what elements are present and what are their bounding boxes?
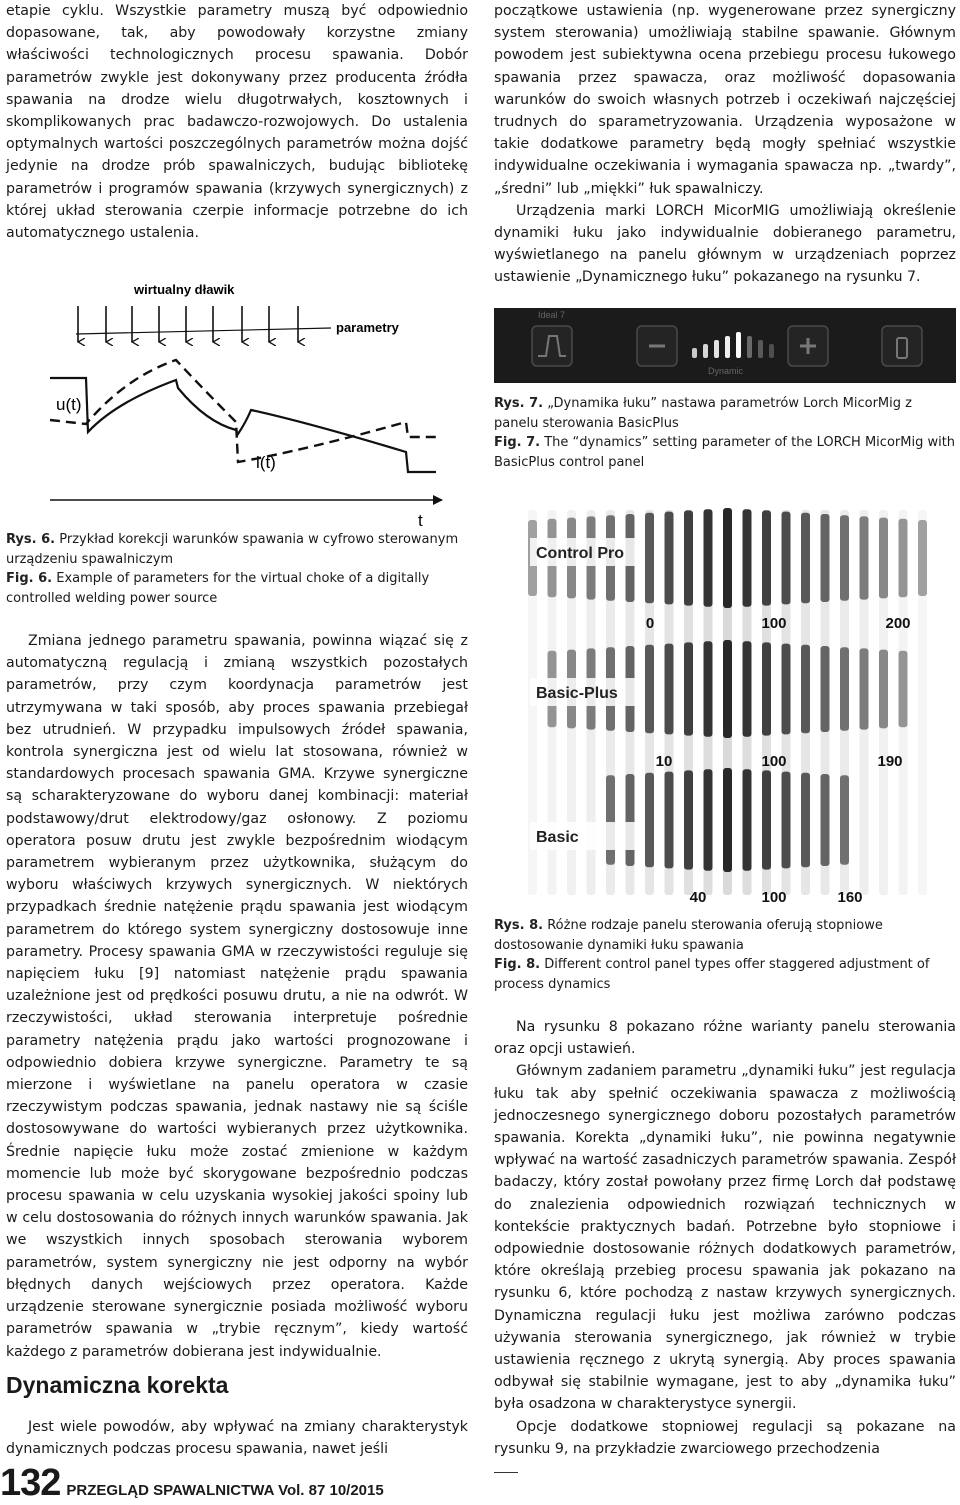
figure-7-caption — [494, 394, 956, 472]
parameter-arrows — [78, 306, 298, 342]
panel-text-bottom: Dynamic — [708, 366, 744, 376]
scale-bar — [665, 644, 674, 735]
label-parameters: parametry — [336, 320, 399, 335]
scale-bar — [723, 508, 732, 608]
scale-bar — [762, 510, 771, 605]
scale-bar — [723, 640, 732, 738]
scale-bar — [899, 651, 908, 727]
paragraph-fig8-ref: Na rysunku 8 pokazano różne warianty panelu sterowania oraz opcji ustawień. — [494, 1019, 956, 1058]
paragraph-arc-dynamics: Głównym zadaniem parametru „dynamiki łuku” jest regulacja łuku tak aby spełnić oczekiwania spawacza z możliwością jednoczesnego synergicznego doboru pozostałych parametrów spawania. Korekta „dynamiki łuku”, nie powinna negatywnie wpływać na wartość zasadniczych parametrów spawania. Zespół badaczy, który został powołany przez firmę Lorch dał podstawę do znalezienia odpowiednich rozwiązań technicznych w kontekście praktycznych badań. Potrzebne było stopniowe i odpowiednie dostosowanie różnych dodatkowych parametrów, które określają przebieg procesu spawania jak pokazano na rysunku 6, które pochodzą z nastaw krzywych synergicznych. Dynamiczna regulacji łuku jest możliwa zarówno podczas używania sterowania synergicznego, jak również w trybie ustawienia ręcznego z ukrytą synergią. Aby proces spawania odbywał się stabilnie wymagane, jest to aby „dynamika łuku” była osadzona w charakterystyce synergii. — [494, 1063, 956, 1413]
caption-prefix: Fig. 8. — [494, 957, 541, 972]
scale-bar — [840, 775, 849, 865]
current-curve — [50, 360, 436, 462]
scale-bar — [821, 646, 830, 732]
panel-type-label: Control Pro — [536, 545, 624, 562]
paragraph-dynamic-intro: Jest wiele powodów, aby wpływać na zmiany charakterystyk dynamicznych podczas procesu spawania, nawet jeśli — [6, 1419, 468, 1458]
figure-8-caption — [494, 916, 956, 994]
scale-bar — [645, 513, 654, 603]
torch-button[interactable] — [882, 326, 922, 366]
scale-bar — [743, 509, 752, 607]
left-main-text — [6, 630, 468, 1363]
scale-tick-label: 10 — [655, 753, 673, 770]
scale-bar — [899, 519, 908, 597]
scale-bar — [860, 648, 869, 729]
scale-bar — [743, 641, 752, 737]
scale-bar — [684, 510, 693, 605]
figure-7-caption-pl: „Dynamika łuku” nastawa parametrów Lorch MicorMig z panelu sterowania BasicPlus — [494, 396, 912, 431]
section-heading: Dynamiczna korekta — [6, 1372, 229, 1398]
paragraph-top-left: etapie cyklu. Wszystkie parametry muszą być odpowiednio dopasowane, tak, aby powodowały korzystne zmiany właściwości technologicznych procesu spawania. Dobór parametrów zwykle jest dokonywany przez producenta źródła spawania na drodze wielu długotrwałych, kosztownych i skomplikowanych prac badawczo-rozwojowych. Do ustalenia optymalnych wartości poszczególnych parametrów można dojść jedynie na drodze prób spawalniczych, budując bibliotekę parametrów i programów spawania (krzywych synergicznych) z której układ sterowania czerpie informacje potrzebne do ich automatycznego ustalenia. — [6, 3, 468, 242]
scale-bar — [704, 509, 713, 607]
scale-tick-label: 160 — [837, 889, 863, 906]
caption-prefix: Rys. 6. — [6, 532, 56, 547]
scale-tick-label: 100 — [761, 615, 787, 632]
control-panel-image — [494, 308, 956, 383]
label-i-t: i(t) — [256, 453, 276, 472]
figure-8-caption-pl: Różne rodzaje panelu sterowania oferują stopniowe dostosowanie dynamiki łuku spawania — [494, 918, 883, 953]
page-number: 132 — [0, 1462, 61, 1504]
panel-type-label: Basic — [536, 829, 579, 846]
scale-bar — [762, 770, 771, 869]
virtual-choke-diagram — [6, 272, 468, 532]
figure-7-panel — [494, 308, 956, 383]
scale-bar — [918, 520, 927, 596]
scale-bar — [801, 645, 810, 733]
scale-bar — [665, 772, 674, 869]
scale-bar — [665, 512, 674, 605]
footer-rule — [494, 1472, 518, 1473]
figure-8-caption-en: Different control panel types offer staggered adjustment of process dynamics — [494, 957, 930, 992]
page-footer — [0, 1462, 384, 1505]
figure-6-caption — [6, 530, 468, 608]
scale-bar — [762, 642, 771, 735]
scale-bar — [645, 645, 654, 733]
scale-bar — [723, 768, 732, 872]
left-column — [6, 0, 468, 242]
figure-7-caption-en: The “dynamics” setting parameter of the LORCH MicorMig with BasicPlus control panel — [494, 435, 956, 470]
scale-bar — [743, 769, 752, 871]
scale-bar — [821, 774, 830, 866]
dynamics-scale-diagram — [520, 500, 930, 910]
scale-bar — [840, 515, 849, 601]
panel-type-label: Basic-Plus — [536, 685, 618, 702]
scale-bar — [645, 773, 654, 867]
caption-prefix: Rys. 7. — [494, 396, 544, 411]
scale-bar — [821, 514, 830, 602]
label-virtual-choke: wirtualny dławik — [134, 282, 235, 297]
scale-bar — [801, 513, 810, 603]
scale-bar — [704, 769, 713, 871]
figure-6-caption-pl: Przykład korekcji warunków spawania w cyfrowo sterowanym urządzeniu spawalniczym — [6, 532, 459, 567]
scale-bar — [801, 773, 810, 867]
journal-name: PRZEGLĄD SPAWALNICTWA Vol. 87 10/2015 — [66, 1482, 384, 1499]
scale-bar — [840, 647, 849, 731]
scale-bar — [782, 772, 791, 869]
scale-bar — [606, 775, 615, 865]
scale-bar — [879, 518, 888, 599]
paragraph-subjective: początkowe ustawienia (np. wygenerowane przez synergiczny system sterowania) umożliwiają stabilne spawanie. Głównym powodem jest subiektywna ocena przebiegu procesu łukowego spawania przez spawacza, oraz możliwość dopasowania warunków do swoich własnych potrzeb i oczekiwań najczęściej trudnych do sparametryzowania. Urządzenia wyposażone w takie dodatkowe parametry będą mogły spełniać wszystkie indywidualne oczekiwania i wymagania spawacza np. „twardy”, „średni” lub „miękki” łuk spawalniczy. — [494, 3, 956, 197]
scale-tick-label: 190 — [877, 753, 903, 770]
right-column-top — [494, 0, 956, 289]
scale-bar — [626, 774, 635, 866]
caption-prefix: Fig. 7. — [494, 435, 541, 450]
scale-bar — [684, 642, 693, 735]
dynamics-bars — [692, 332, 774, 358]
caption-prefix: Rys. 8. — [494, 918, 544, 933]
paragraph-options: Opcje dodatkowe stopniowej regulacji są pokazane na rysunku 9, na przykładzie zwarciowego przechodzenia — [494, 1418, 956, 1457]
right-column-bottom — [494, 1016, 956, 1460]
scale-tick-label: 100 — [761, 889, 787, 906]
scale-tick-label: 200 — [885, 615, 911, 632]
voltage-curve — [50, 378, 436, 472]
scale-bar — [860, 516, 869, 599]
label-t: t — [418, 511, 423, 530]
label-u-t: u(t) — [56, 395, 82, 414]
figure-8 — [520, 500, 930, 910]
figure-6 — [6, 272, 468, 532]
scale-tick-label: 40 — [689, 889, 707, 906]
scale-bar — [782, 512, 791, 605]
scale-bar — [684, 770, 693, 869]
scale-tick-label: 0 — [645, 615, 655, 632]
paragraph-synergic: Zmiana jednego parametru spawania, powinna wiązać się z automatyczną regulacją i zmianą wszystkich pozostałych parametrów, przy czym koordynacja parametrów jest utrzymywana w taki sposób, aby proces spawania przebiegał bez utrudnień. W przypadku impulsowych źródeł spawania, kontrola synergiczna jest od wielu lat stosowana, również w standardowych procesach spawania GMA. Krzywe synergiczne są scharakteryzowane do wyboru danej kombinacji: materiał podstawowy/drut elektrodowy/gaz osłonowy. Z poziomu operatora posuw drutu jest zwykle bezpośrednim wiodącym parametrem wybieranym przez użytkownika, służącym do wyboru właściwych krzywych synergicznych. W niektórych przypadkach średnie natężenie prądu spawania jest wiodącym parametrem do którego system synergiczny dostosowuje inne parametry. Procesy spawania GMA w rzeczywistości reguluje się napięciem łuku [9] natomiast natężenie prądu spawania uzależnione jest od prędkości posuwu drutu, a nie na odwrót. W rzeczywistości, układ sterowania interpretuje pośrednie parametry natężenia prądu jako wartości prognozowane i odpowiednio dobiera krzywe synergiczne. Parametry te są mierzone i wyświetlane na panelu operatora w czasie rzeczywistym podczas spawania, jednak nastawy nie są ściśle dostosowywane do wartości wybieranych przez użytkownika. Średnie napięcie łuku może zostać zmienione w każdym momencie lub może być skorygowane bezpośrednio podczas procesu spawania w celu uzyskania wysokiej jakości spoiny lub w celu dostosowania do różnych innych warunków spawania. Jak we wszystkich innych sposobach sterowania wyborem parametrów, system synergiczny nie jest odporny na wybór błędnych danych wejściowych przez operatora. Każde urządzenie sterowane synergicznie posiada możliwość wyboru parametrów spawania w „trybie ręcznym”, kiedy wartość każdego z parametrów dobierana jest indywidualnie. — [6, 633, 468, 1360]
paragraph-lorch: Urządzenia marki LORCH MicorMIG umożliwiają określenie dynamiki łuku jako indywidualnie dobieranego parametru, wyświetlanego na panelu głównym w urządzeniach poprzez ustawienie „Dynamicznego łuku” pokazanego na rysunku 7. — [494, 202, 956, 286]
scale-bar — [782, 644, 791, 735]
caption-prefix: Fig. 6. — [6, 571, 53, 586]
panel-text-top: Ideal 7 — [538, 310, 566, 320]
left-last-text — [6, 1416, 468, 1460]
scale-tick-label: 100 — [761, 753, 787, 770]
scale-bar — [704, 641, 713, 737]
scale-bar — [879, 650, 888, 729]
figure-6-caption-en: Example of parameters for the virtual choke of a digitally controlled welding power source — [6, 571, 430, 606]
